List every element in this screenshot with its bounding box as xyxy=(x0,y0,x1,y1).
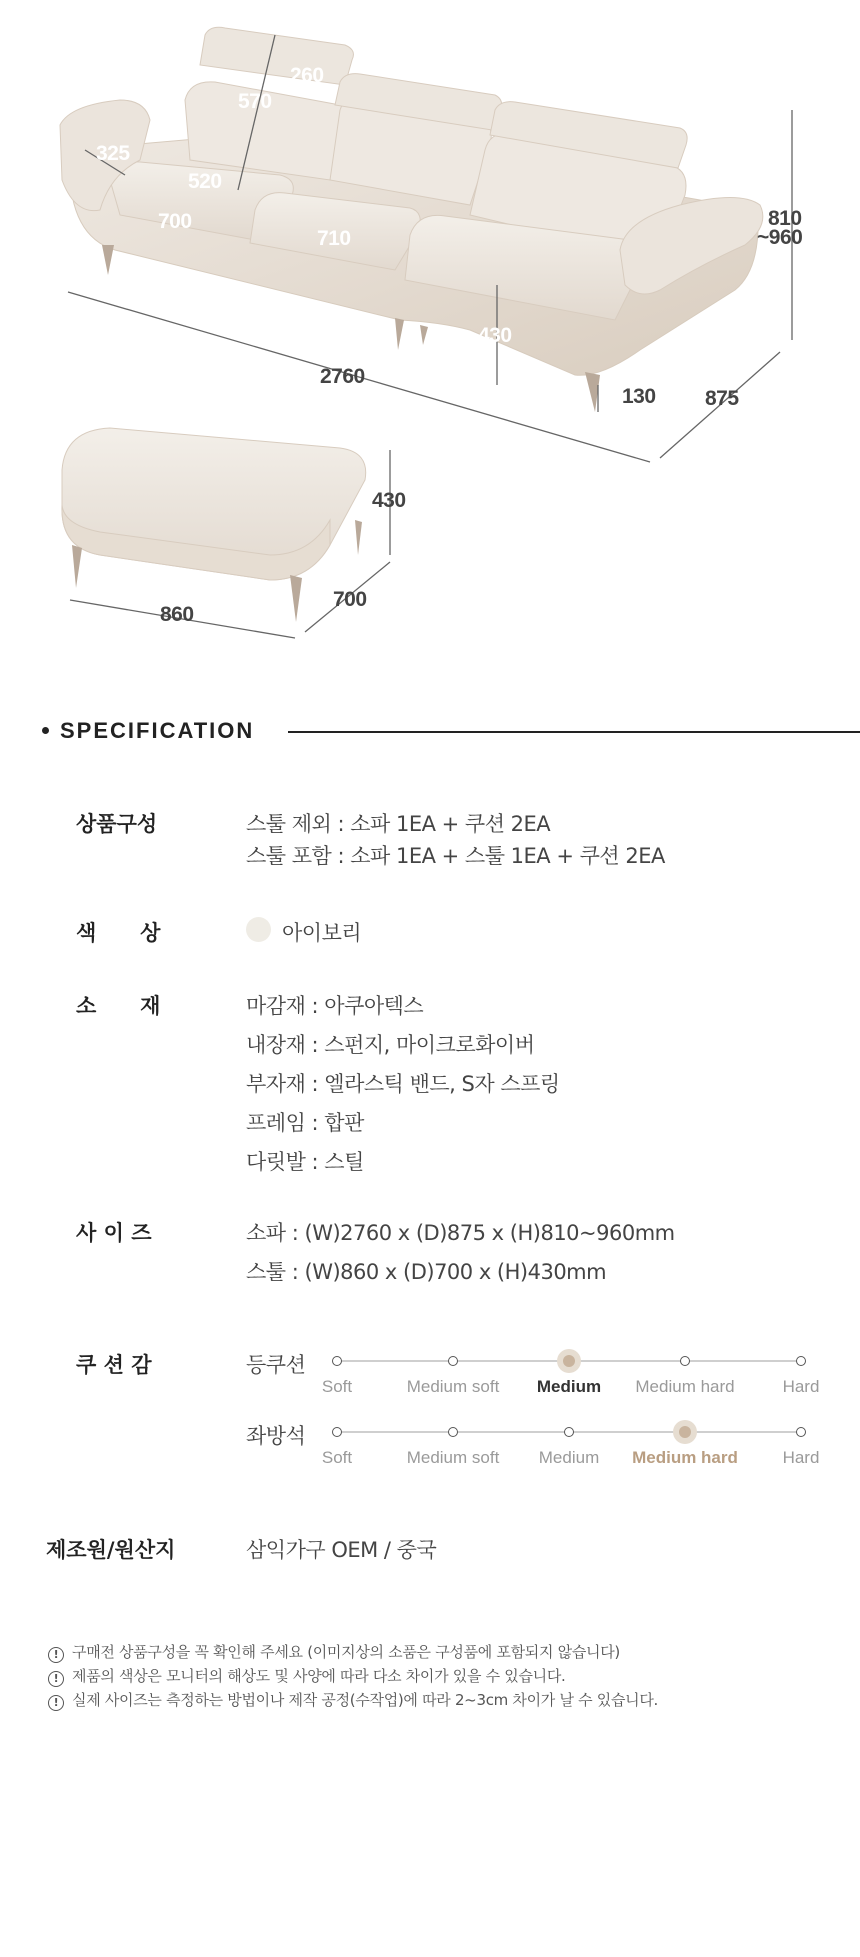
color-swatch xyxy=(246,917,271,942)
origin-label: 제조원/원산지 xyxy=(46,1538,176,1562)
stool-depth-label: 700 xyxy=(333,588,367,611)
info-icon: ! xyxy=(48,1671,64,1687)
cushion-row-name: 좌방석 xyxy=(246,1424,306,1448)
seat-depth-label: 520 xyxy=(188,170,222,193)
slider-scale-label: Soft xyxy=(321,1448,353,1467)
slider-stop-dot xyxy=(448,1427,458,1437)
seat-width-center-label: 710 xyxy=(317,227,351,250)
cushion-row-name: 등쿠션 xyxy=(246,1353,306,1377)
size-line: 스툴 : (W)860 x (D)700 x (H)430mm xyxy=(246,1260,607,1284)
seat-height-label: 430 xyxy=(478,324,512,347)
arm-height-label: 325 xyxy=(96,142,130,165)
slider-stop-dot xyxy=(448,1356,458,1366)
slider-scale-label: Medium soft xyxy=(406,1377,500,1396)
slider-scale-label: Soft xyxy=(321,1377,353,1396)
note-text: 구매전 상품구성을 꼭 확인해 주세요 (이미지상의 소품은 구성품에 포함되지 않습니다) xyxy=(72,1643,620,1661)
slider-stop-dot xyxy=(332,1427,342,1437)
bullet-dot xyxy=(42,727,49,734)
slider-selected-dot xyxy=(679,1426,691,1438)
material-label: 소 재 xyxy=(76,994,161,1018)
total-depth-label: 875 xyxy=(705,387,739,410)
slider-scale-label: Medium xyxy=(536,1377,602,1396)
origin-value: 삼익가구 OEM / 중국 xyxy=(246,1538,437,1562)
stool-height-label: 430 xyxy=(372,489,406,512)
size-label: 사 이 즈 xyxy=(76,1221,152,1245)
material-line: 다릿발 : 스틸 xyxy=(246,1150,364,1174)
stool-width-label: 860 xyxy=(160,603,194,626)
slider-stop-dot xyxy=(332,1356,342,1366)
note-line xyxy=(48,1665,566,1687)
info-icon: ! xyxy=(48,1695,64,1711)
color-value: 아이보리 xyxy=(282,921,362,945)
header-divider xyxy=(288,731,860,733)
material-line: 내장재 : 스펀지, 마이크로화이버 xyxy=(246,1033,535,1057)
slider-scale-label: Medium hard xyxy=(632,1448,738,1467)
slider-scale-label: Medium hard xyxy=(635,1377,735,1396)
sofa-dimension-illustration xyxy=(0,0,860,680)
specification-title: SPECIFICATION xyxy=(60,718,255,743)
seat-width-left-label: 700 xyxy=(158,210,192,233)
slider-stop-dot xyxy=(796,1427,806,1437)
cushion-label: 쿠 션 감 xyxy=(76,1353,152,1377)
slider-selected-dot xyxy=(563,1355,575,1367)
back-height-label: 570 xyxy=(238,90,272,113)
slider-scale-label: Medium xyxy=(538,1448,600,1467)
total-height-max-label: ~960 xyxy=(757,226,803,249)
note-line xyxy=(48,1689,658,1711)
composition-label: 상품구성 xyxy=(76,812,158,836)
material-line: 마감재 : 아쿠아텍스 xyxy=(246,994,424,1018)
material-line: 부자재 : 엘라스틱 밴드, S자 스프링 xyxy=(246,1072,560,1096)
total-height-min-label: 810 xyxy=(768,207,802,230)
composition-line: 스툴 포함 : 소파 1EA + 스툴 1EA + 쿠션 2EA xyxy=(246,844,665,868)
slider-stop-dot xyxy=(564,1427,574,1437)
slider-stop-dot xyxy=(796,1356,806,1366)
note-text: 실제 사이즈는 측정하는 방법이나 제작 공정(수작업)에 따라 2~3cm 차이가 날 수 있습니다. xyxy=(72,1691,659,1709)
note-line xyxy=(48,1641,620,1663)
note-text: 제품의 색상은 모니터의 해상도 및 사양에 따라 다소 차이가 있을 수 있습니다. xyxy=(72,1667,566,1685)
slider-scale-label: Hard xyxy=(782,1448,820,1467)
material-line: 프레임 : 합판 xyxy=(246,1111,364,1135)
stool-drawing xyxy=(62,428,366,622)
slider-scale-label: Medium soft xyxy=(406,1448,500,1467)
composition-line: 스툴 제외 : 소파 1EA + 쿠션 2EA xyxy=(246,812,551,836)
specification-header xyxy=(42,712,860,752)
color-label: 색 상 xyxy=(76,921,161,945)
slider-scale-label: Hard xyxy=(782,1377,820,1396)
info-icon: ! xyxy=(48,1647,64,1663)
total-width-label: 2760 xyxy=(320,365,365,388)
slider-stop-dot xyxy=(680,1356,690,1366)
leg-height-label: 130 xyxy=(622,385,656,408)
headrest-width-label: 260 xyxy=(290,64,324,87)
size-line: 소파 : (W)2760 x (D)875 x (H)810~960mm xyxy=(246,1221,675,1245)
